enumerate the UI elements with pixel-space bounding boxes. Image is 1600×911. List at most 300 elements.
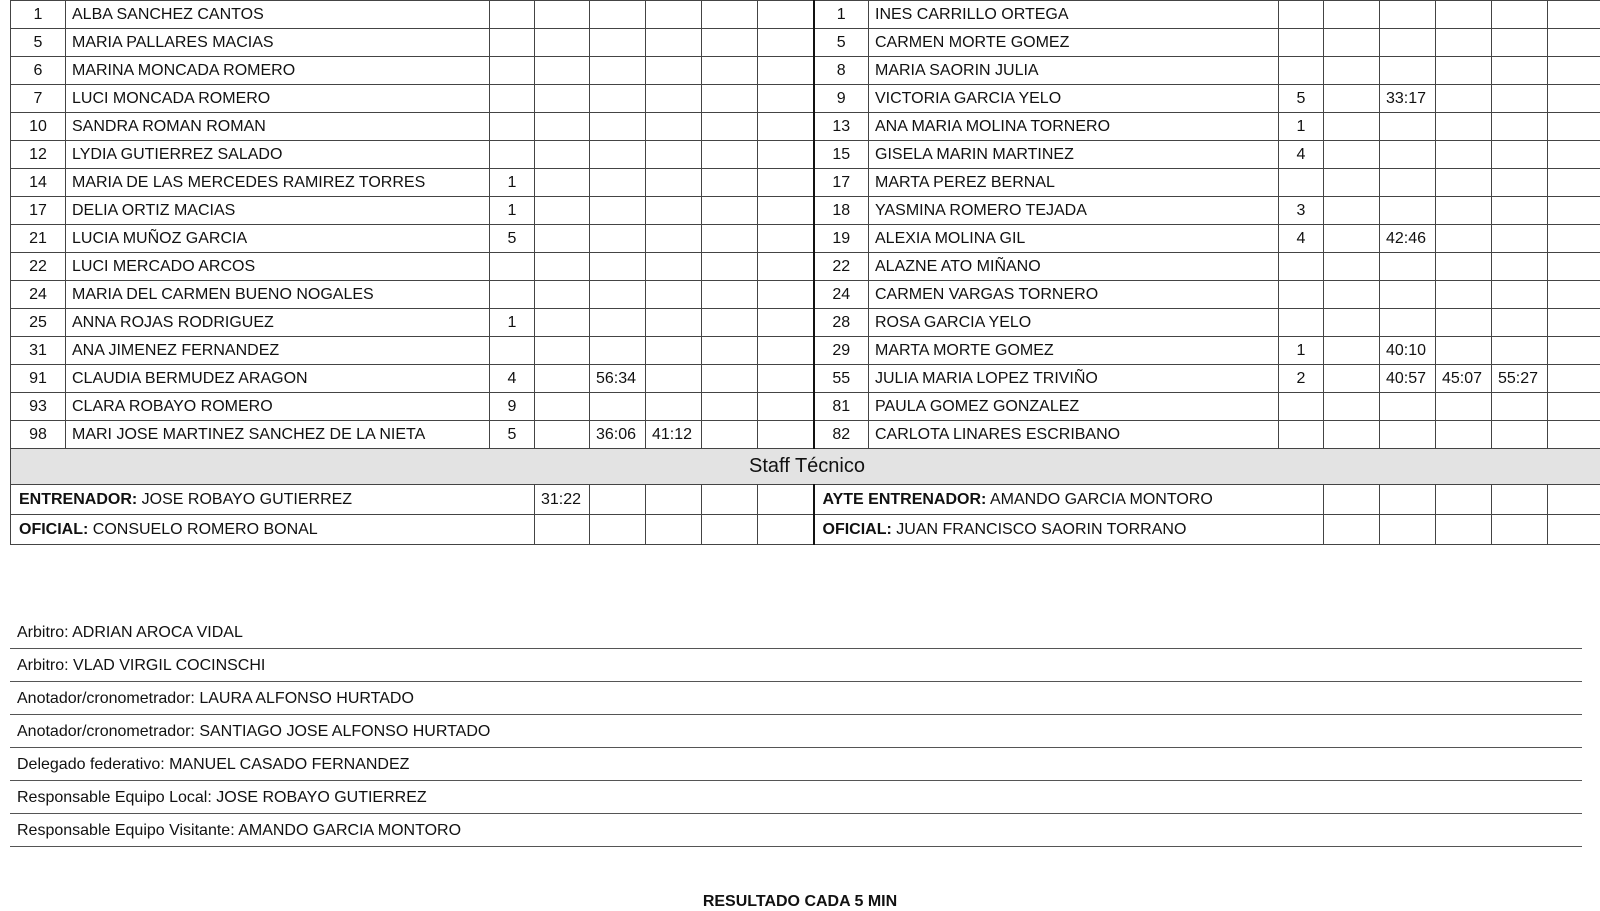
stat-cell	[590, 309, 646, 337]
player-number: 5	[814, 29, 869, 57]
staff-member	[814, 515, 1324, 545]
player-row	[11, 169, 1600, 197]
player-row	[11, 29, 1600, 57]
stat-cell	[490, 1, 535, 29]
player-name: MARTA MORTE GOMEZ	[869, 337, 1279, 365]
stat-cell	[1436, 421, 1492, 449]
stat-cell	[1492, 85, 1548, 113]
staff-rows	[11, 485, 1600, 545]
stat-cell: 41:12	[646, 421, 702, 449]
player-number: 14	[11, 169, 66, 197]
staff-name: JUAN FRANCISCO SAORIN TORRANO	[892, 521, 1187, 538]
stat-cell	[490, 29, 535, 57]
stat-cell	[758, 365, 814, 393]
stat-cell	[758, 225, 814, 253]
staff-member	[814, 485, 1324, 515]
stat-cell	[702, 85, 758, 113]
stat-cell	[590, 393, 646, 421]
player-number: 22	[814, 253, 869, 281]
player-name: CLAUDIA BERMUDEZ ARAGON	[66, 365, 490, 393]
stat-cell	[758, 1, 814, 29]
stat-cell	[1380, 29, 1436, 57]
stat-cell	[1548, 309, 1600, 337]
stat-cell	[590, 169, 646, 197]
stat-cell	[702, 169, 758, 197]
stat-cell: 1	[490, 197, 535, 225]
stat-cell	[1492, 281, 1548, 309]
player-row	[11, 141, 1600, 169]
player-name: ALAZNE ATO MIÑANO	[869, 253, 1279, 281]
stat-cell	[535, 337, 590, 365]
stat-cell	[1380, 197, 1436, 225]
player-name: CARMEN VARGAS TORNERO	[869, 281, 1279, 309]
stat-cell	[758, 169, 814, 197]
stat-cell	[1324, 225, 1380, 253]
stat-cell	[535, 365, 590, 393]
stat-cell	[590, 1, 646, 29]
roster-table	[10, 0, 1600, 545]
player-number: 13	[814, 113, 869, 141]
stat-cell	[535, 515, 590, 545]
stat-cell	[1548, 515, 1600, 545]
stat-cell	[1436, 29, 1492, 57]
stat-cell	[535, 57, 590, 85]
stat-cell: 4	[1279, 141, 1324, 169]
player-name: MARIA DEL CARMEN BUENO NOGALES	[66, 281, 490, 309]
stat-cell: 3	[1279, 197, 1324, 225]
stat-cell	[1548, 57, 1600, 85]
stat-cell	[1324, 141, 1380, 169]
player-number: 1	[814, 1, 869, 29]
stat-cell: 36:06	[590, 421, 646, 449]
player-row	[11, 1, 1600, 29]
player-name: LUCIA MUÑOZ GARCIA	[66, 225, 490, 253]
player-name: MARIA DE LAS MERCEDES RAMIREZ TORRES	[66, 169, 490, 197]
stat-cell	[646, 169, 702, 197]
player-number: 18	[814, 197, 869, 225]
player-number: 82	[814, 421, 869, 449]
stat-cell	[1380, 309, 1436, 337]
stat-cell	[490, 253, 535, 281]
stat-cell	[535, 141, 590, 169]
stat-cell	[535, 29, 590, 57]
stat-cell	[1324, 421, 1380, 449]
stat-cell	[702, 57, 758, 85]
stat-cell	[1380, 1, 1436, 29]
stat-cell	[1380, 253, 1436, 281]
stat-cell	[1492, 515, 1548, 545]
stat-cell	[1492, 485, 1548, 515]
player-name: SANDRA ROMAN ROMAN	[66, 113, 490, 141]
stat-cell	[646, 1, 702, 29]
player-name: MARIA PALLARES MACIAS	[66, 29, 490, 57]
stat-cell	[1492, 253, 1548, 281]
stat-cell	[646, 113, 702, 141]
stat-cell	[1436, 515, 1492, 545]
stat-cell: 40:57	[1380, 365, 1436, 393]
stat-cell	[1279, 281, 1324, 309]
stat-cell	[1324, 169, 1380, 197]
stat-cell: 2	[1279, 365, 1324, 393]
stat-cell	[1548, 85, 1600, 113]
player-row	[11, 85, 1600, 113]
player-name: ANA MARIA MOLINA TORNERO	[869, 113, 1279, 141]
stat-cell	[702, 421, 758, 449]
stat-cell	[1279, 57, 1324, 85]
stat-cell	[1436, 169, 1492, 197]
stat-cell	[702, 225, 758, 253]
stat-cell	[535, 85, 590, 113]
stat-cell	[758, 393, 814, 421]
stat-cell	[490, 57, 535, 85]
stat-cell	[1492, 421, 1548, 449]
stat-cell	[646, 485, 702, 515]
stat-cell	[1380, 57, 1436, 85]
stat-cell	[1436, 281, 1492, 309]
stat-cell	[1492, 393, 1548, 421]
stat-cell: 5	[1279, 85, 1324, 113]
stat-cell	[1380, 515, 1436, 545]
stat-cell: 1	[490, 309, 535, 337]
player-number: 19	[814, 225, 869, 253]
stat-cell	[702, 113, 758, 141]
player-name: MARIA SAORIN JULIA	[869, 57, 1279, 85]
stat-cell	[758, 421, 814, 449]
stat-cell	[1324, 197, 1380, 225]
stat-cell	[1436, 1, 1492, 29]
stat-cell	[1324, 281, 1380, 309]
stat-cell	[758, 29, 814, 57]
player-row	[11, 281, 1600, 309]
staff-role: AYTE ENTRENADOR:	[823, 491, 987, 508]
stat-cell	[1279, 1, 1324, 29]
stat-cell: 1	[1279, 113, 1324, 141]
staff-name: JOSE ROBAYO GUTIERREZ	[137, 491, 352, 508]
results-section-title: RESULTADO CADA 5 MIN	[0, 893, 1600, 911]
player-number: 29	[814, 337, 869, 365]
player-name: INES CARRILLO ORTEGA	[869, 1, 1279, 29]
player-number: 31	[11, 337, 66, 365]
player-number: 22	[11, 253, 66, 281]
stat-cell	[702, 281, 758, 309]
stat-cell: 1	[1279, 337, 1324, 365]
stat-cell	[758, 337, 814, 365]
stat-cell	[646, 337, 702, 365]
stat-cell	[1380, 169, 1436, 197]
player-number: 25	[11, 309, 66, 337]
stat-cell	[702, 515, 758, 545]
staff-role: ENTRENADOR:	[19, 491, 137, 508]
stat-cell	[535, 169, 590, 197]
player-number: 21	[11, 225, 66, 253]
player-name: GISELA MARIN MARTINEZ	[869, 141, 1279, 169]
player-row	[11, 225, 1600, 253]
stat-cell	[1279, 29, 1324, 57]
stat-cell	[590, 197, 646, 225]
player-row	[11, 113, 1600, 141]
officials-list	[10, 616, 1582, 847]
stat-cell	[1548, 141, 1600, 169]
player-number: 24	[814, 281, 869, 309]
official-entry: Anotador/cronometrador: LAURA ALFONSO HURTADO	[10, 682, 1582, 715]
stat-cell	[1324, 57, 1380, 85]
stat-cell	[758, 515, 814, 545]
stat-cell	[535, 281, 590, 309]
stat-cell	[758, 309, 814, 337]
stat-cell	[1548, 197, 1600, 225]
stat-cell	[1548, 29, 1600, 57]
stat-cell: 5	[490, 225, 535, 253]
stat-cell	[702, 365, 758, 393]
stat-cell	[1548, 281, 1600, 309]
stat-cell	[535, 197, 590, 225]
stat-cell	[646, 515, 702, 545]
official-entry: Delegado federativo: MANUEL CASADO FERNANDEZ	[10, 748, 1582, 781]
player-name: MARTA PEREZ BERNAL	[869, 169, 1279, 197]
stat-cell	[1436, 57, 1492, 85]
stat-cell	[590, 281, 646, 309]
player-name: CLARA ROBAYO ROMERO	[66, 393, 490, 421]
stat-cell	[702, 485, 758, 515]
stat-cell	[490, 85, 535, 113]
stat-cell	[535, 421, 590, 449]
stat-cell	[1380, 281, 1436, 309]
stat-cell	[1548, 113, 1600, 141]
player-number: 91	[11, 365, 66, 393]
stat-cell	[1548, 365, 1600, 393]
stat-cell	[1324, 515, 1380, 545]
stat-cell	[1548, 337, 1600, 365]
player-name: ANNA ROJAS RODRIGUEZ	[66, 309, 490, 337]
staff-row	[11, 515, 1600, 545]
player-name: YASMINA ROMERO TEJADA	[869, 197, 1279, 225]
player-number: 6	[11, 57, 66, 85]
stat-cell	[590, 225, 646, 253]
player-name: PAULA GOMEZ GONZALEZ	[869, 393, 1279, 421]
player-number: 17	[814, 169, 869, 197]
player-number: 15	[814, 141, 869, 169]
stat-cell	[535, 309, 590, 337]
player-number: 8	[814, 57, 869, 85]
stat-cell	[646, 365, 702, 393]
player-number: 10	[11, 113, 66, 141]
stat-cell: 1	[490, 169, 535, 197]
stat-cell	[1436, 141, 1492, 169]
stat-cell: 56:34	[590, 365, 646, 393]
stat-cell	[1492, 309, 1548, 337]
stat-cell	[758, 85, 814, 113]
player-name: VICTORIA GARCIA YELO	[869, 85, 1279, 113]
player-number: 93	[11, 393, 66, 421]
stat-cell	[702, 1, 758, 29]
player-name: MARI JOSE MARTINEZ SANCHEZ DE LA NIETA	[66, 421, 490, 449]
stat-cell	[1492, 197, 1548, 225]
stat-cell	[1492, 169, 1548, 197]
player-name: ALBA SANCHEZ CANTOS	[66, 1, 490, 29]
stat-cell	[1436, 393, 1492, 421]
official-entry: Arbitro: ADRIAN AROCA VIDAL	[10, 616, 1582, 649]
stat-cell: 5	[490, 421, 535, 449]
official-entry: Responsable Equipo Visitante: AMANDO GARCIA MONTORO	[10, 814, 1582, 847]
stat-cell	[758, 113, 814, 141]
stat-cell	[1279, 393, 1324, 421]
stat-cell	[1324, 1, 1380, 29]
stat-cell	[702, 253, 758, 281]
stat-cell	[490, 337, 535, 365]
stat-cell	[1548, 169, 1600, 197]
player-number: 98	[11, 421, 66, 449]
official-entry: Responsable Equipo Local: JOSE ROBAYO GUTIERREZ	[10, 781, 1582, 814]
stat-cell	[646, 253, 702, 281]
stat-cell	[1492, 113, 1548, 141]
stat-cell	[1324, 393, 1380, 421]
stat-cell	[1548, 253, 1600, 281]
stat-cell	[646, 393, 702, 421]
stat-cell	[1492, 29, 1548, 57]
stat-cell	[590, 485, 646, 515]
stat-cell	[646, 309, 702, 337]
stat-cell	[1324, 85, 1380, 113]
stat-cell	[1492, 1, 1548, 29]
stat-cell	[702, 197, 758, 225]
stat-cell: 4	[1279, 225, 1324, 253]
stat-cell	[1436, 253, 1492, 281]
player-name: ANA JIMENEZ FERNANDEZ	[66, 337, 490, 365]
player-row	[11, 421, 1600, 449]
stat-cell	[590, 29, 646, 57]
stat-cell: 4	[490, 365, 535, 393]
player-name: JULIA MARIA LOPEZ TRIVIÑO	[869, 365, 1279, 393]
stat-cell	[1436, 85, 1492, 113]
stat-cell	[1548, 1, 1600, 29]
stat-cell: 45:07	[1436, 365, 1492, 393]
stat-cell	[1380, 421, 1436, 449]
stat-cell	[535, 393, 590, 421]
stat-cell	[1324, 365, 1380, 393]
player-number: 17	[11, 197, 66, 225]
stat-cell	[758, 141, 814, 169]
staff-title: Staff Técnico	[11, 449, 1600, 485]
player-name: DELIA ORTIZ MACIAS	[66, 197, 490, 225]
stat-cell	[535, 253, 590, 281]
player-number: 28	[814, 309, 869, 337]
player-number: 5	[11, 29, 66, 57]
stat-cell	[490, 281, 535, 309]
stat-cell	[535, 225, 590, 253]
player-number: 9	[814, 85, 869, 113]
stat-cell: 31:22	[535, 485, 590, 515]
stat-cell	[1279, 309, 1324, 337]
staff-header-row	[11, 449, 1600, 485]
stat-cell	[590, 85, 646, 113]
stat-cell	[1324, 485, 1380, 515]
player-name: LYDIA GUTIERREZ SALADO	[66, 141, 490, 169]
staff-member	[11, 515, 535, 545]
player-row	[11, 393, 1600, 421]
staff-role: OFICIAL:	[823, 521, 892, 538]
player-name: CARMEN MORTE GOMEZ	[869, 29, 1279, 57]
stat-cell	[490, 113, 535, 141]
stat-cell	[1436, 225, 1492, 253]
player-number: 7	[11, 85, 66, 113]
stat-cell	[646, 57, 702, 85]
stat-cell	[590, 515, 646, 545]
stat-cell	[758, 253, 814, 281]
stat-cell	[702, 393, 758, 421]
stat-cell	[646, 225, 702, 253]
player-row	[11, 197, 1600, 225]
stat-cell	[758, 485, 814, 515]
stat-cell	[1324, 113, 1380, 141]
player-number: 55	[814, 365, 869, 393]
stat-cell	[1548, 421, 1600, 449]
stat-cell	[590, 337, 646, 365]
stat-cell	[702, 309, 758, 337]
stat-cell	[1492, 57, 1548, 85]
staff-name: AMANDO GARCIA MONTORO	[986, 491, 1212, 508]
stat-cell	[758, 57, 814, 85]
official-entry: Anotador/cronometrador: SANTIAGO JOSE ALFONSO HURTADO	[10, 715, 1582, 748]
stat-cell: 9	[490, 393, 535, 421]
stat-cell	[1436, 337, 1492, 365]
player-row	[11, 57, 1600, 85]
player-name: LUCI MONCADA ROMERO	[66, 85, 490, 113]
player-row	[11, 337, 1600, 365]
player-name: ROSA GARCIA YELO	[869, 309, 1279, 337]
stat-cell: 33:17	[1380, 85, 1436, 113]
stat-cell	[535, 1, 590, 29]
stat-cell	[590, 141, 646, 169]
stat-cell	[646, 197, 702, 225]
player-name: CARLOTA LINARES ESCRIBANO	[869, 421, 1279, 449]
stat-cell	[1324, 337, 1380, 365]
player-number: 1	[11, 1, 66, 29]
stat-cell	[702, 337, 758, 365]
stat-cell	[535, 113, 590, 141]
player-row	[11, 253, 1600, 281]
stat-cell	[1548, 393, 1600, 421]
stat-cell	[1436, 113, 1492, 141]
stat-cell	[1436, 485, 1492, 515]
stat-cell: 40:10	[1380, 337, 1436, 365]
staff-row	[11, 485, 1600, 515]
stat-cell	[1279, 169, 1324, 197]
stat-cell	[590, 113, 646, 141]
player-row	[11, 309, 1600, 337]
stat-cell	[1492, 141, 1548, 169]
stat-cell	[590, 57, 646, 85]
stat-cell	[1492, 225, 1548, 253]
player-number: 81	[814, 393, 869, 421]
player-name: LUCI MERCADO ARCOS	[66, 253, 490, 281]
stat-cell: 42:46	[1380, 225, 1436, 253]
stat-cell	[646, 29, 702, 57]
stat-cell	[1436, 309, 1492, 337]
stat-cell	[758, 197, 814, 225]
player-rows	[11, 1, 1600, 449]
player-number: 24	[11, 281, 66, 309]
player-number: 12	[11, 141, 66, 169]
stat-cell	[1380, 141, 1436, 169]
stat-cell	[702, 29, 758, 57]
stat-cell	[1324, 29, 1380, 57]
stat-cell	[758, 281, 814, 309]
stat-cell	[1492, 337, 1548, 365]
staff-name: CONSUELO ROMERO BONAL	[88, 521, 317, 538]
stat-cell	[1324, 309, 1380, 337]
player-name: ALEXIA MOLINA GIL	[869, 225, 1279, 253]
stat-cell	[490, 141, 535, 169]
